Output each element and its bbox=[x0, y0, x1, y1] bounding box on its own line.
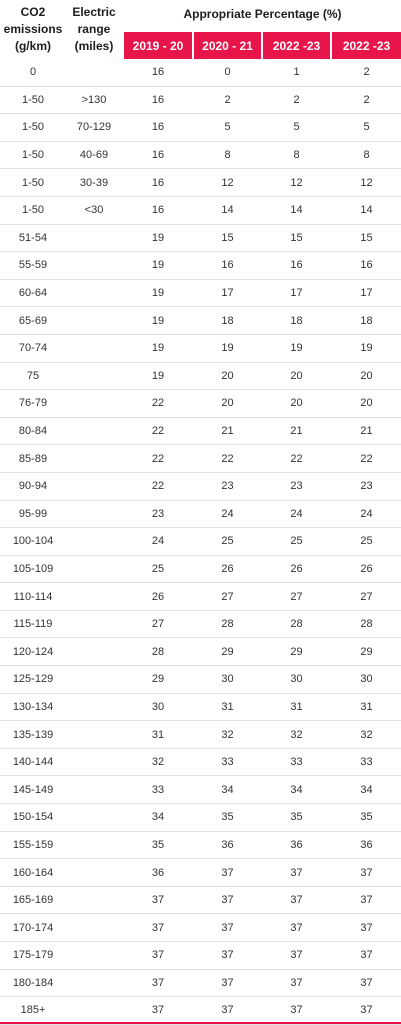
table-cell: 12 bbox=[221, 176, 234, 189]
table-cell: 60-64 bbox=[18, 287, 48, 300]
table-cell: 28 bbox=[221, 618, 234, 631]
table-cell: 22 bbox=[290, 452, 303, 465]
table-cell bbox=[66, 583, 122, 610]
table-row bbox=[0, 473, 401, 501]
table-cell: 15 bbox=[290, 231, 303, 244]
table-cell bbox=[66, 390, 122, 417]
table-cell: 37 bbox=[221, 976, 234, 989]
table-cell bbox=[66, 887, 122, 914]
table-cell: 16 bbox=[151, 176, 165, 189]
table-cell: 37 bbox=[360, 976, 373, 989]
table-row bbox=[0, 942, 401, 970]
table-cell: 34 bbox=[151, 811, 165, 824]
table-cell: 18 bbox=[221, 314, 234, 327]
table-cell: 19 bbox=[360, 342, 373, 355]
table-cell bbox=[66, 556, 122, 583]
table-cell: 37 bbox=[290, 1004, 303, 1017]
table-row bbox=[0, 694, 401, 722]
table-cell: 21 bbox=[360, 425, 373, 438]
table-cell: 1-50 bbox=[21, 204, 45, 217]
table-cell: 22 bbox=[151, 452, 165, 465]
table-cell bbox=[66, 501, 122, 528]
table-row bbox=[0, 997, 401, 1025]
year-header-2: 2020 - 21 bbox=[194, 32, 261, 59]
table-cell: 8 bbox=[293, 149, 300, 162]
table-row bbox=[0, 307, 401, 335]
table-cell bbox=[66, 59, 122, 86]
table-cell: 30 bbox=[360, 673, 373, 686]
table-cell: >130 bbox=[81, 93, 107, 106]
table-cell: 150-154 bbox=[12, 811, 54, 824]
table-cell: 2 bbox=[293, 93, 300, 106]
table-cell: 37 bbox=[290, 921, 303, 934]
table-cell: 2 bbox=[363, 93, 370, 106]
table-body bbox=[0, 59, 401, 1025]
table-cell: 37 bbox=[290, 866, 303, 879]
table-cell: 26 bbox=[221, 562, 234, 575]
table-cell bbox=[66, 942, 122, 969]
table-cell: 175-179 bbox=[12, 949, 54, 962]
table-cell: 31 bbox=[360, 700, 373, 713]
table-cell bbox=[66, 445, 122, 472]
table-cell: 24 bbox=[221, 507, 234, 520]
table-cell: 26 bbox=[360, 562, 373, 575]
table-cell: 40-69 bbox=[79, 149, 109, 162]
table-cell: 35 bbox=[151, 838, 165, 851]
table-cell: 85-89 bbox=[18, 452, 48, 465]
table-cell: 5 bbox=[363, 121, 370, 134]
table-cell: 8 bbox=[224, 149, 231, 162]
table-cell: 16 bbox=[290, 259, 303, 272]
table-row bbox=[0, 776, 401, 804]
table-cell: 51-54 bbox=[18, 231, 48, 244]
table-cell: 37 bbox=[151, 949, 165, 962]
table-cell: 14 bbox=[360, 204, 373, 217]
table-cell: 19 bbox=[151, 342, 165, 355]
year-header-1: 2019 - 20 bbox=[124, 32, 192, 59]
table-cell: 140-144 bbox=[12, 756, 54, 769]
table-cell: 33 bbox=[151, 783, 165, 796]
table-cell: 37 bbox=[360, 921, 373, 934]
table-cell: 16 bbox=[221, 259, 234, 272]
table-cell: 20 bbox=[290, 369, 303, 382]
table-cell: 130-134 bbox=[12, 700, 54, 713]
table-cell: 25 bbox=[151, 562, 165, 575]
table-cell bbox=[66, 418, 122, 445]
table-cell: 75 bbox=[26, 369, 40, 382]
table-row bbox=[0, 804, 401, 832]
table-cell bbox=[66, 528, 122, 555]
table-cell: 22 bbox=[151, 397, 165, 410]
table-cell: 70-129 bbox=[76, 121, 112, 134]
table-cell: 30-39 bbox=[79, 176, 109, 189]
table-cell: 16 bbox=[151, 121, 165, 134]
table-row bbox=[0, 666, 401, 694]
table-cell bbox=[66, 363, 122, 390]
table-cell: 16 bbox=[151, 66, 165, 79]
table-cell: 19 bbox=[151, 287, 165, 300]
table-cell: 115-119 bbox=[13, 618, 53, 631]
table-cell: 23 bbox=[290, 480, 303, 493]
table-cell: 1-50 bbox=[21, 149, 45, 162]
table-row bbox=[0, 445, 401, 473]
table-cell: 35 bbox=[360, 811, 373, 824]
table-row bbox=[0, 252, 401, 280]
table-cell: 19 bbox=[290, 342, 303, 355]
table-cell: 12 bbox=[290, 176, 303, 189]
table-cell: 105-109 bbox=[12, 562, 54, 575]
table-cell: 30 bbox=[221, 673, 234, 686]
table-cell bbox=[66, 832, 122, 859]
table-cell: 15 bbox=[360, 231, 373, 244]
table-cell: 24 bbox=[290, 507, 303, 520]
table-row bbox=[0, 528, 401, 556]
table-row bbox=[0, 390, 401, 418]
table-cell: 14 bbox=[290, 204, 303, 217]
table-cell: 5 bbox=[293, 121, 300, 134]
table-cell: 120-124 bbox=[12, 645, 54, 658]
table-cell bbox=[66, 859, 122, 886]
table-cell: 22 bbox=[151, 425, 165, 438]
table-cell: 34 bbox=[360, 783, 373, 796]
table-cell bbox=[66, 335, 122, 362]
table-header bbox=[0, 0, 401, 59]
table-cell: 37 bbox=[360, 949, 373, 962]
table-cell: 20 bbox=[360, 369, 373, 382]
table-cell bbox=[66, 721, 122, 748]
table-cell: 36 bbox=[221, 838, 234, 851]
table-cell: 17 bbox=[290, 287, 303, 300]
table-cell: 165-169 bbox=[12, 894, 54, 907]
table-cell: 19 bbox=[151, 259, 165, 272]
table-cell: 37 bbox=[360, 894, 373, 907]
table-cell: 25 bbox=[221, 535, 234, 548]
table-cell: 100-104 bbox=[12, 535, 54, 548]
table-cell: 37 bbox=[290, 949, 303, 962]
table-cell: 65-69 bbox=[18, 314, 48, 327]
table-cell: 32 bbox=[360, 728, 373, 741]
table-cell: 25 bbox=[360, 535, 373, 548]
table-cell: 37 bbox=[290, 976, 303, 989]
table-cell bbox=[66, 473, 122, 500]
table-cell bbox=[66, 776, 122, 803]
table-cell: 16 bbox=[151, 149, 165, 162]
table-cell: 24 bbox=[151, 535, 165, 548]
table-cell: 160-164 bbox=[12, 866, 54, 879]
table-row bbox=[0, 832, 401, 860]
table-cell: 30 bbox=[151, 700, 165, 713]
table-cell: 125-129 bbox=[12, 673, 54, 686]
table-row bbox=[0, 169, 401, 197]
table-cell bbox=[66, 997, 122, 1024]
table-cell: 22 bbox=[221, 452, 234, 465]
table-cell: 185+ bbox=[20, 1004, 46, 1017]
table-cell: 37 bbox=[290, 894, 303, 907]
table-cell: 30 bbox=[290, 673, 303, 686]
table-cell bbox=[66, 749, 122, 776]
table-cell: 23 bbox=[221, 480, 234, 493]
table-cell: 37 bbox=[221, 921, 234, 934]
table-cell: 1-50 bbox=[21, 93, 45, 106]
table-row bbox=[0, 142, 401, 170]
table-cell: 37 bbox=[221, 1004, 234, 1017]
table-cell: 33 bbox=[360, 756, 373, 769]
table-cell: 22 bbox=[151, 480, 165, 493]
table-cell: 25 bbox=[290, 535, 303, 548]
table-cell: 0 bbox=[224, 66, 231, 79]
table-row bbox=[0, 887, 401, 915]
table-cell: 70-74 bbox=[18, 342, 48, 355]
table-row bbox=[0, 721, 401, 749]
table-cell: 20 bbox=[221, 397, 234, 410]
table-cell: 32 bbox=[151, 756, 165, 769]
electric-range-header: Electric range (miles) bbox=[72, 4, 116, 53]
table-cell: 135-139 bbox=[12, 728, 54, 741]
table-cell bbox=[66, 914, 122, 941]
table-cell: 26 bbox=[151, 590, 165, 603]
table-cell: 20 bbox=[290, 397, 303, 410]
table-cell: 37 bbox=[221, 866, 234, 879]
table-cell: 16 bbox=[151, 93, 165, 106]
table-cell: 1-50 bbox=[21, 121, 45, 134]
table-cell: 24 bbox=[360, 507, 373, 520]
table-cell: 32 bbox=[290, 728, 303, 741]
table-cell bbox=[66, 638, 122, 665]
table-cell: 36 bbox=[151, 866, 165, 879]
table-row bbox=[0, 225, 401, 253]
table-cell: 29 bbox=[360, 645, 373, 658]
table-cell: 90-94 bbox=[18, 480, 48, 493]
table-cell: 1-50 bbox=[21, 176, 45, 189]
table-cell: 17 bbox=[360, 287, 373, 300]
table-cell: 2 bbox=[363, 66, 370, 79]
table-cell: 21 bbox=[290, 425, 303, 438]
table-cell: 155-159 bbox=[12, 838, 54, 851]
table-cell: 28 bbox=[151, 645, 165, 658]
table-cell: 110-114 bbox=[13, 590, 53, 603]
table-cell: 1 bbox=[293, 66, 300, 79]
table-cell: 36 bbox=[360, 838, 373, 851]
table-cell: 29 bbox=[221, 645, 234, 658]
table-cell: 55-59 bbox=[18, 259, 48, 272]
table-cell: 8 bbox=[363, 149, 370, 162]
table-cell: 18 bbox=[360, 314, 373, 327]
table-cell: 22 bbox=[360, 452, 373, 465]
table-cell bbox=[66, 252, 122, 279]
table-row bbox=[0, 501, 401, 529]
table-cell: 80-84 bbox=[18, 425, 48, 438]
table-cell: 19 bbox=[221, 342, 234, 355]
table-cell: 0 bbox=[29, 66, 37, 79]
table-cell: 31 bbox=[221, 700, 234, 713]
table-row bbox=[0, 611, 401, 639]
table-cell: 34 bbox=[221, 783, 234, 796]
table-row bbox=[0, 280, 401, 308]
table-cell bbox=[66, 280, 122, 307]
table-row bbox=[0, 363, 401, 391]
table-cell: 27 bbox=[360, 590, 373, 603]
table-row bbox=[0, 114, 401, 142]
table-row bbox=[0, 556, 401, 584]
table-cell: 76-79 bbox=[18, 397, 48, 410]
table-row bbox=[0, 87, 401, 115]
table-row bbox=[0, 970, 401, 998]
table-cell: 23 bbox=[360, 480, 373, 493]
table-cell: 28 bbox=[360, 618, 373, 631]
table-cell: 15 bbox=[221, 231, 234, 244]
table-cell bbox=[66, 611, 122, 638]
table-row bbox=[0, 335, 401, 363]
table-cell: 31 bbox=[290, 700, 303, 713]
co2-emissions-header: CO2 emissions (g/km) bbox=[3, 4, 63, 53]
table-cell bbox=[66, 804, 122, 831]
table-cell: 27 bbox=[290, 590, 303, 603]
table-cell: 95-99 bbox=[18, 507, 48, 520]
table-cell: 32 bbox=[221, 728, 234, 741]
table-cell: 21 bbox=[221, 425, 234, 438]
year-header-3: 2022 -23 bbox=[263, 32, 330, 59]
table-cell bbox=[66, 666, 122, 693]
table-cell: 14 bbox=[221, 204, 234, 217]
table-row bbox=[0, 914, 401, 942]
table-cell: 26 bbox=[290, 562, 303, 575]
table-row bbox=[0, 583, 401, 611]
table-cell: 19 bbox=[151, 369, 165, 382]
table-cell: 23 bbox=[151, 507, 165, 520]
table-cell: 19 bbox=[151, 314, 165, 327]
table-row bbox=[0, 197, 401, 225]
table-cell: 20 bbox=[360, 397, 373, 410]
table-cell: 16 bbox=[151, 204, 165, 217]
year-header-4: 2022 -23 bbox=[332, 32, 401, 59]
table-cell bbox=[66, 694, 122, 721]
table-cell: 27 bbox=[151, 618, 165, 631]
table-cell: 37 bbox=[221, 894, 234, 907]
table-cell: 12 bbox=[360, 176, 373, 189]
table-cell bbox=[66, 970, 122, 997]
table-cell: 28 bbox=[290, 618, 303, 631]
table-cell: 29 bbox=[290, 645, 303, 658]
table-row bbox=[0, 418, 401, 446]
table-row bbox=[0, 638, 401, 666]
table-cell: 35 bbox=[221, 811, 234, 824]
table-row bbox=[0, 749, 401, 777]
table-cell: 37 bbox=[151, 1004, 165, 1017]
table-cell: 19 bbox=[151, 231, 165, 244]
table-cell: 33 bbox=[221, 756, 234, 769]
table-cell: 33 bbox=[290, 756, 303, 769]
table-cell: 2 bbox=[224, 93, 231, 106]
table-cell: 37 bbox=[151, 976, 165, 989]
table-cell: 29 bbox=[151, 673, 165, 686]
table-cell: 20 bbox=[221, 369, 234, 382]
table-cell bbox=[66, 225, 122, 252]
table-cell: 37 bbox=[151, 894, 165, 907]
table-cell: 35 bbox=[290, 811, 303, 824]
table-cell: 5 bbox=[224, 121, 231, 134]
table-cell: 37 bbox=[360, 866, 373, 879]
table-cell: 16 bbox=[360, 259, 373, 272]
table-cell bbox=[66, 307, 122, 334]
table-cell: 37 bbox=[360, 1004, 373, 1017]
table-cell: 170-174 bbox=[12, 921, 54, 934]
table-cell: 36 bbox=[290, 838, 303, 851]
appropriate-percentage-header: Appropriate Percentage (%) bbox=[183, 7, 342, 21]
table-cell: 34 bbox=[290, 783, 303, 796]
table-cell: 31 bbox=[151, 728, 165, 741]
table-row bbox=[0, 59, 401, 87]
table-cell: <30 bbox=[84, 204, 104, 217]
table-cell: 37 bbox=[151, 921, 165, 934]
table-cell: 37 bbox=[221, 949, 234, 962]
table-cell: 18 bbox=[290, 314, 303, 327]
table-row bbox=[0, 859, 401, 887]
table-cell: 17 bbox=[221, 287, 234, 300]
table-cell: 180-184 bbox=[12, 976, 54, 989]
table-cell: 145-149 bbox=[12, 783, 54, 796]
table-cell: 27 bbox=[221, 590, 234, 603]
